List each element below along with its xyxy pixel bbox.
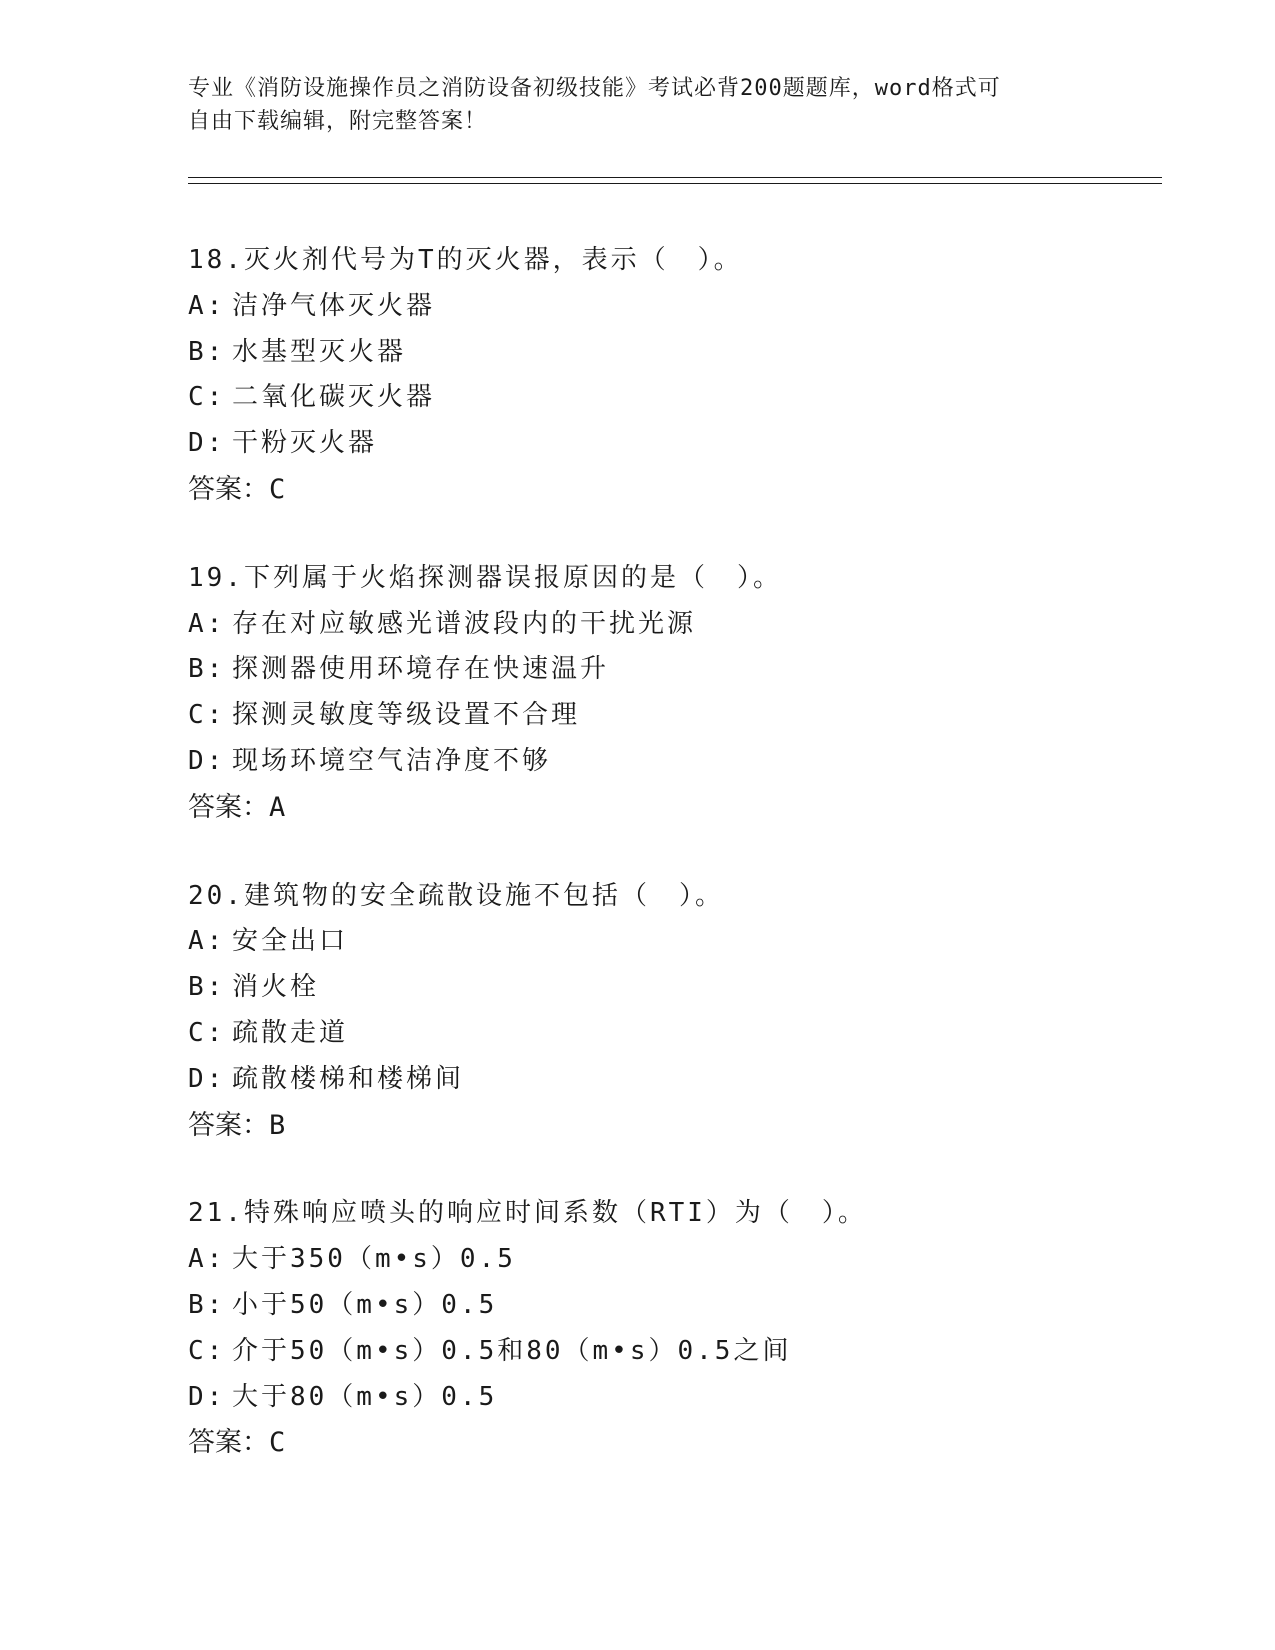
question-stem: 18.灭火剂代号为T的灭火器，表示（ ）。 [188,245,743,275]
option-letter: C: [188,700,226,731]
document-header [188,72,1068,138]
option-text: 洁净气体灭火器 [232,290,436,321]
question-19 [188,556,1188,831]
header-line-1: 专业《消防设施操作员之消防设备初级技能》考试必背200题题库，word格式可 [188,76,1001,101]
answer-label: 答案： [188,1427,269,1459]
option-letter: C: [188,382,226,413]
option-letter: B: [188,336,226,367]
option-a [188,602,1188,648]
option-a [188,284,1188,330]
option-letter: B: [188,1289,226,1320]
option-letter: D: [188,745,226,776]
option-letter: C: [188,1335,226,1366]
question-20 [188,874,1188,1149]
option-text: 探测灵敏度等级设置不合理 [232,700,581,731]
option-letter: A: [188,1244,226,1275]
question-18 [188,238,1188,513]
option-d [188,1375,1188,1421]
question-stem: 19.下列属于火焰探测器误报原因的是（ ）。 [188,562,782,593]
answer-value: C [269,1427,286,1459]
option-a [188,1237,1188,1283]
question-stem: 20.建筑物的安全疏散设施不包括（ ）。 [188,880,724,911]
option-a [188,919,1188,965]
option-text: 消火栓 [232,972,320,1003]
option-text: 大于80（m•s）0.5 [232,1381,498,1412]
option-c [188,1329,1188,1375]
answer-line [188,785,1188,831]
header-divider-bottom [188,183,1162,184]
option-text: 现场环境空气洁净度不够 [232,745,552,776]
answer-value: C [269,473,286,505]
question-21 [188,1191,1188,1466]
answer-label: 答案： [188,473,269,505]
answer-value: A [269,791,286,823]
option-text: 安全出口 [232,926,349,957]
option-letter: D: [188,1381,226,1412]
option-letter: D: [188,1063,226,1094]
answer-line [188,467,1188,513]
option-b [188,330,1188,376]
option-letter: B: [188,972,226,1003]
option-text: 大于350（m•s）0.5 [232,1244,516,1275]
answer-line [188,1420,1188,1466]
option-c [188,693,1188,739]
answer-line [188,1103,1188,1149]
answer-label: 答案： [188,791,269,823]
option-letter: A: [188,926,226,957]
option-d [188,421,1188,467]
question-list [188,238,1188,1509]
option-text: 小于50（m•s）0.5 [232,1289,498,1320]
answer-label: 答案： [188,1109,269,1141]
option-d [188,739,1188,785]
option-text: 疏散楼梯和楼梯间 [232,1063,465,1094]
header-line-2: 自由下载编辑，附完整答案！ [188,109,488,134]
option-d [188,1057,1188,1103]
option-text: 水基型灭火器 [232,336,407,367]
answer-value: B [269,1109,286,1141]
option-letter: A: [188,608,226,639]
option-text: 疏散走道 [232,1017,349,1048]
option-text: 二氧化碳灭火器 [232,382,436,413]
option-letter: D: [188,428,226,459]
option-b [188,965,1188,1011]
option-letter: C: [188,1017,226,1048]
option-c [188,375,1188,421]
option-c [188,1011,1188,1057]
header-divider-top [188,177,1162,178]
question-stem: 21.特殊响应喷头的响应时间系数（RTI）为（ ）。 [188,1198,867,1229]
option-text: 存在对应敏感光谱波段内的干扰光源 [232,608,697,639]
option-b [188,647,1188,693]
option-b [188,1283,1188,1329]
option-letter: B: [188,654,226,685]
option-text: 干粉灭火器 [232,428,378,459]
option-text: 探测器使用环境存在快速温升 [232,654,610,685]
option-letter: A: [188,290,226,321]
option-text: 介于50（m•s）0.5和80（m•s）0.5之间 [232,1335,792,1366]
